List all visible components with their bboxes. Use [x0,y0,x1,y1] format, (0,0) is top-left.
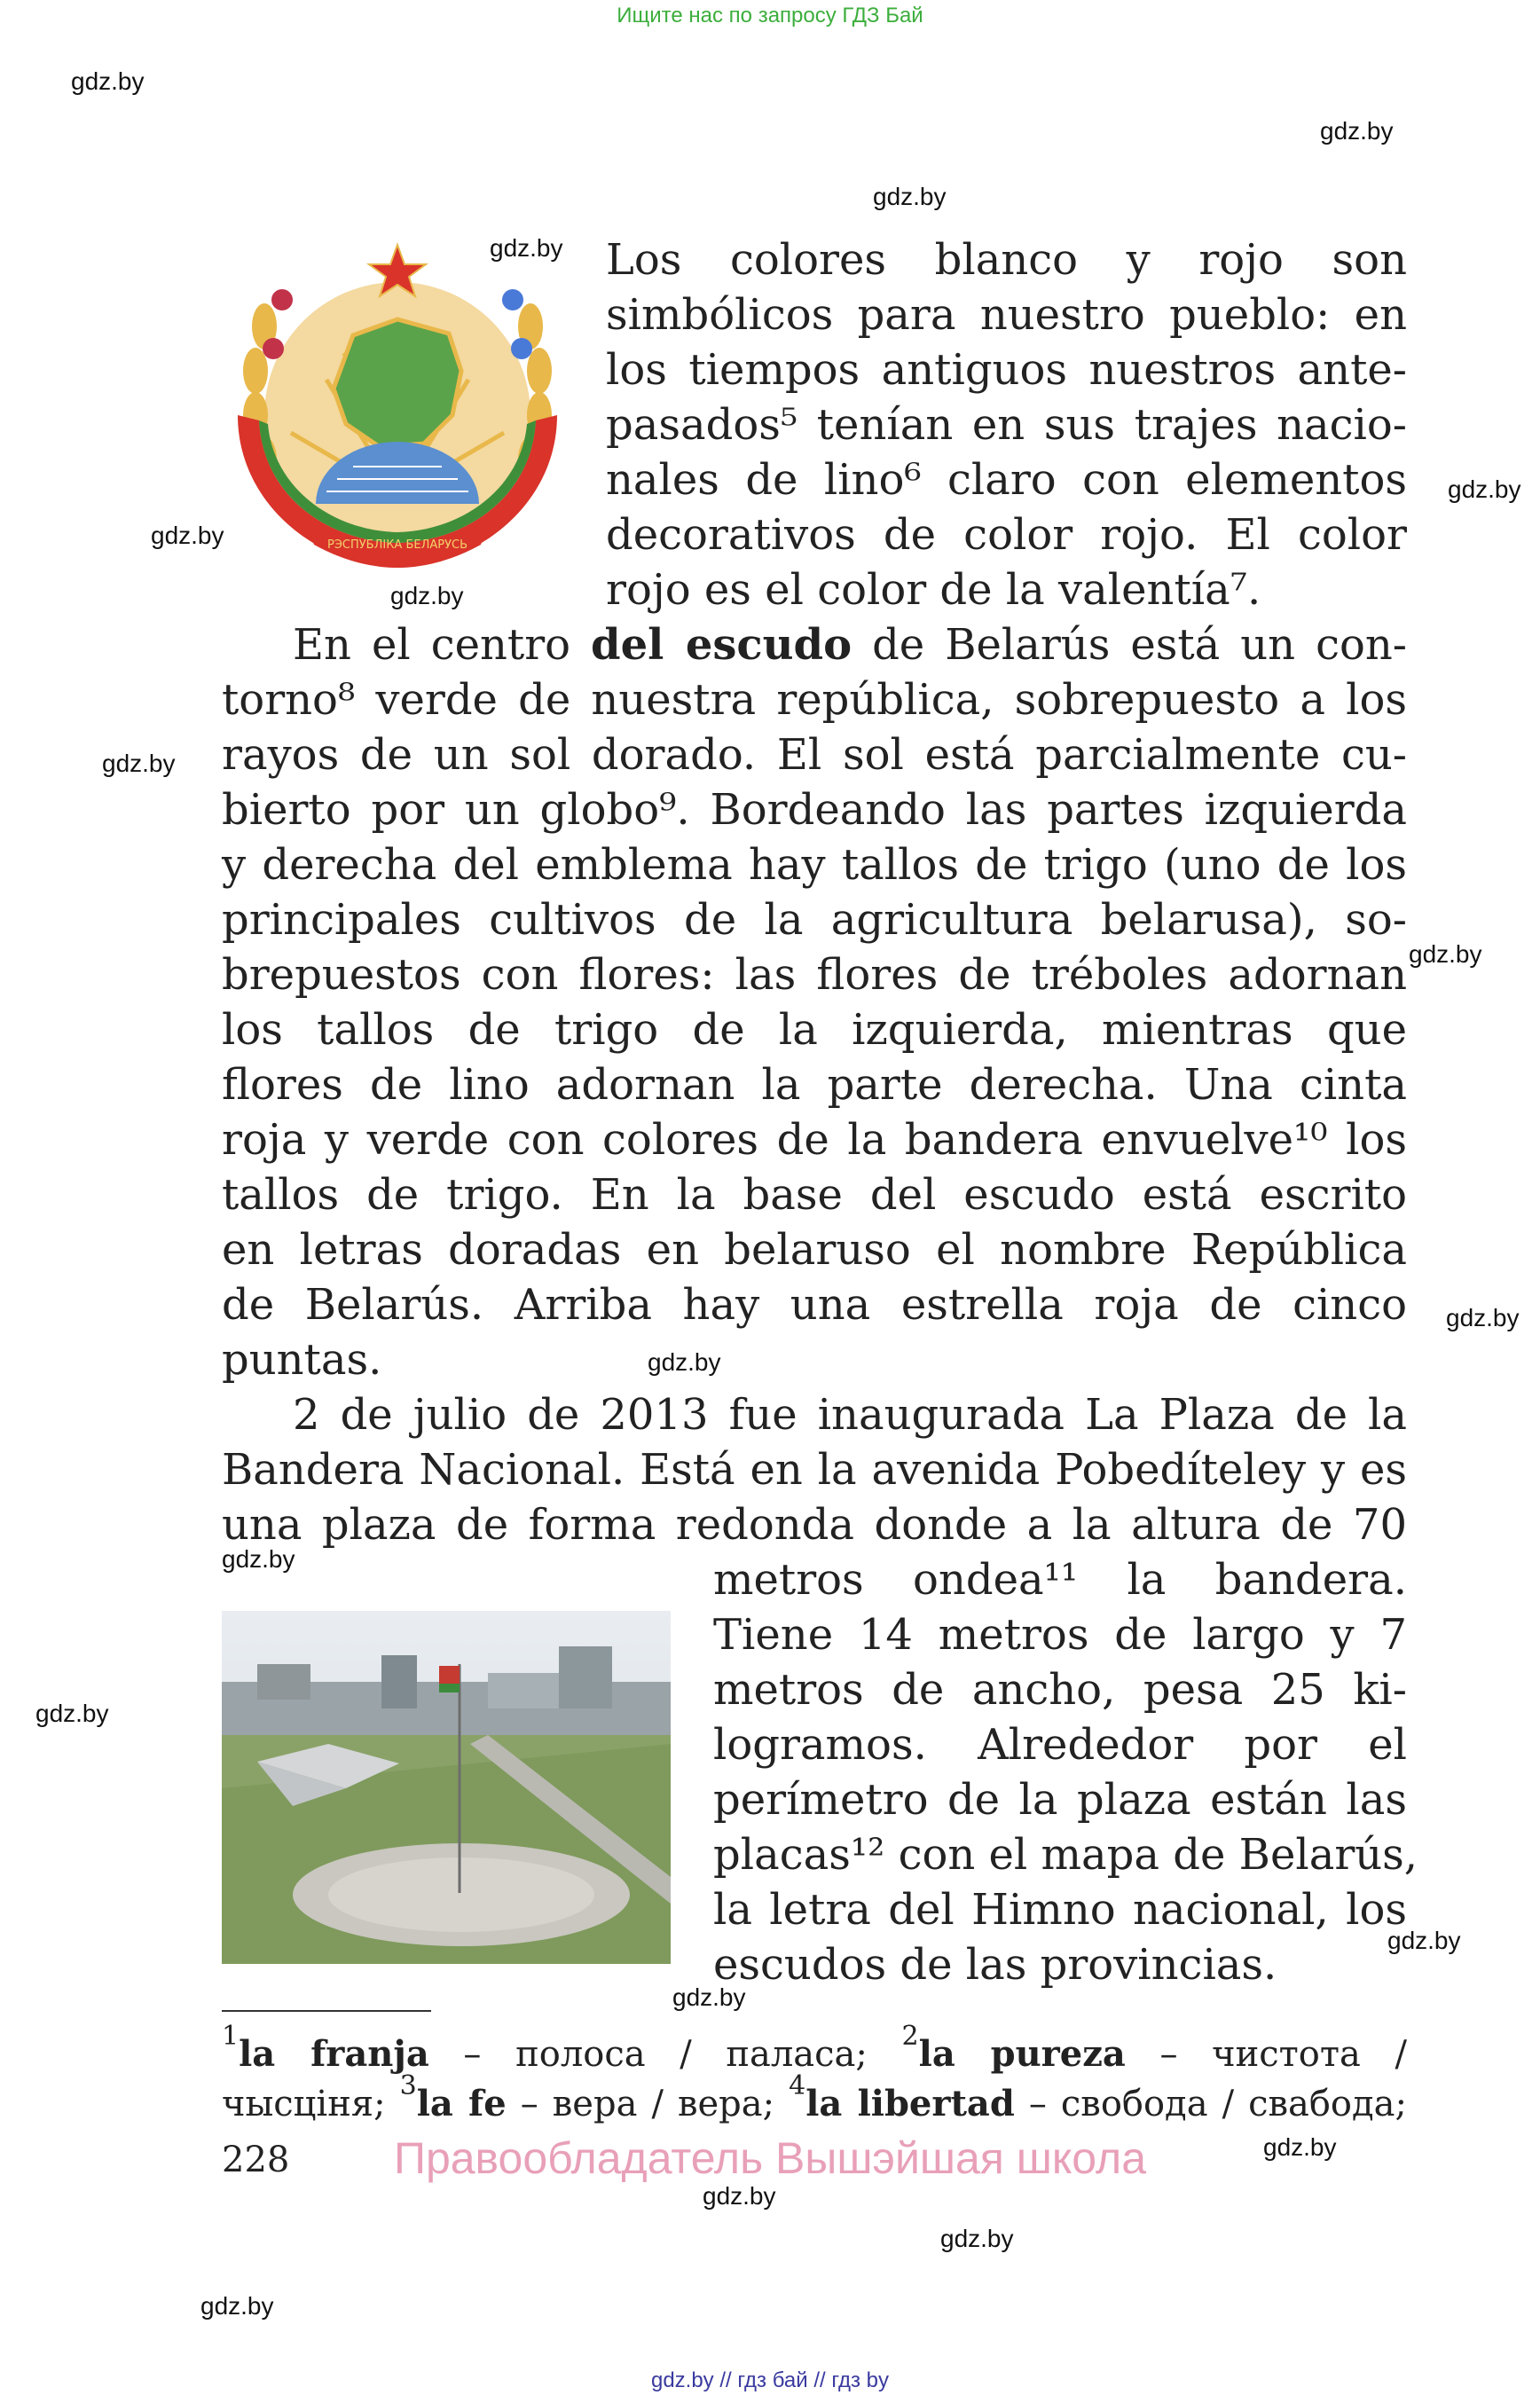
watermark: gdz.by [151,522,224,549]
bottom-banner[interactable]: gdz.by // гдз бай // гдз by [650,2368,890,2392]
paragraph-3-line: logramos. Alrededor por el [713,1720,1407,1770]
paragraph-2-line: brepuestos con flores: las flores de tréboles adornan [222,950,1407,1000]
paragraph-3-line: la letra del Himno nacional, los [713,1885,1407,1935]
paragraph-2-line: principales cultivos de la agricultura belarusa), so- [222,895,1407,945]
paragraph-1-line: pasados⁵ tenían en sus trajes nacio- [606,400,1407,450]
paragraph-3-line: 2 de julio de 2013 fue inaugurada La Plaza de la [293,1390,1407,1440]
footnote-line: $^1$la franja – полоса / паласа; $^2$la pureza – чистота / [222,2021,1408,2075]
paragraph-1-line: rojo es el color de la valentía⁷. [606,565,1261,615]
paragraph-3-line: placas¹² con el mapa de Belarús, [713,1830,1418,1880]
watermark: gdz.by [703,2182,776,2210]
watermark: gdz.by [648,1348,721,1376]
emblem-inscription: РЭСПУБЛІКА БЕЛАРУСЬ [326,538,468,552]
watermark: gdz.by [1320,117,1394,145]
paragraph-2-line: roja y verde con colores de la bandera envuelve¹⁰ los [222,1115,1407,1165]
paragraph-2-line: rayos de un sol dorado. El sol está parcialmente cu- [222,730,1407,780]
watermark: gdz.by [672,1983,746,2011]
paragraph-2-line: puntas. [222,1335,382,1385]
top-banner[interactable]: Ищите нас по запросу ГДЗ Бай [617,4,923,27]
watermark: gdz.by [200,2292,274,2320]
paragraph-2-line: flores de lino adornan la parte derecha. Una cinta [222,1060,1407,1110]
watermark: gdz.by [490,234,563,262]
paragraph-2-line: y derecha del emblema hay tallos de trigo (uno de los [222,840,1407,890]
paragraph-1-line: Los colores blanco y rojo son [606,235,1407,285]
watermark: gdz.by [102,750,176,777]
copyright-notice: Правообладатель Вышэйшая школа [394,2133,1146,2183]
paragraph-3-line: perímetro de la plaza están las [713,1775,1407,1825]
paragraph-1-line: nales de lino⁶ claro con elementos [606,455,1407,505]
paragraph-2-first-line: En el centro del escudo de Belarús está un con- [293,620,1407,670]
paragraph-3-line: metros de ancho, pesa 25 ki- [713,1665,1407,1715]
watermark: gdz.by [1387,1927,1461,1954]
watermark: gdz.by [873,183,947,210]
watermark: gdz.by [1409,940,1482,968]
watermark: gdz.by [71,67,145,95]
watermark: gdz.by [35,1700,109,1727]
paragraph-2-line: tallos de trigo. En la base del escudo está escrito [222,1170,1407,1220]
belarus-coat-of-arms-image [220,238,575,580]
watermark: gdz.by [222,1545,295,1573]
paragraph-2-line: de Belarús. Arriba hay una estrella roja de cinco [222,1280,1407,1330]
footnote-separator [222,2010,431,2012]
watermark: gdz.by [1448,475,1521,503]
watermark: gdz.by [940,2225,1014,2252]
paragraph-2-line: en letras doradas en belaruso el nombre República [222,1225,1407,1275]
watermark: gdz.by [1446,1304,1520,1331]
paragraph-2-line: bierto por un globo⁹. Bordeando las partes izquierda [222,785,1407,835]
paragraph-3-line: Tiene 14 metros de largo y 7 [713,1610,1407,1660]
paragraph-1-line: los tiempos antiguos nuestros ante- [606,345,1407,395]
paragraph-2-line: torno⁸ verde de nuestra república, sobrepuesto a los [222,675,1407,725]
paragraph-3-line: metros ondea¹¹ la bandera. [713,1555,1407,1605]
watermark: gdz.by [1263,2133,1337,2161]
paragraph-1-line: simbólicos para nuestro pueblo: en [606,290,1407,340]
paragraph-1-line: decorativos de color rojo. El color [606,510,1407,560]
page-number: 228 [222,2140,290,2180]
watermark: gdz.by [390,582,464,609]
paragraph-3-line: una plaza de forma redonda donde a la altura de 70 [222,1500,1407,1550]
paragraph-3-line: Bandera Nacional. Está en la avenida Pobedíteley y es [222,1445,1407,1495]
footnote-line: чысціня; $^3$la fe – вера / вера; $^4$la libertad – свобода / свабода; [222,2070,1407,2124]
paragraph-3-line: escudos de las provincias. [713,1940,1277,1990]
flag-square-photo [222,1611,671,1964]
paragraph-2-line: los tallos de trigo de la izquierda, mientras que [222,1005,1407,1055]
